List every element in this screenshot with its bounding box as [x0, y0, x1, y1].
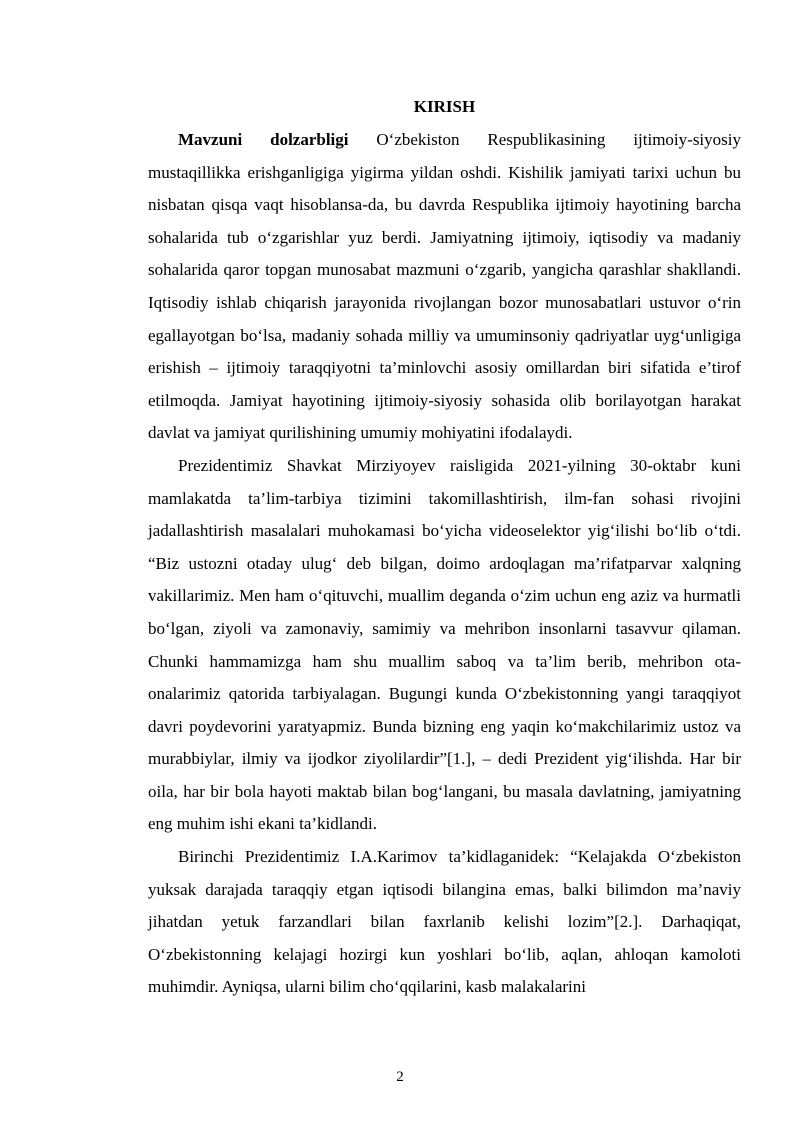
section-heading: KIRISH: [413, 97, 476, 116]
document-page: [148, 96, 741, 1004]
paragraph-text: Birinchi Prezidentimiz I.A.Karimov ta’kidlaganidek: “Kelajakda O‘zbekiston yuksak darajada taraqqiy etgan iqtisodi bilangina emas, balki bilimdon ma’naviy jihatdan yetuk farzandlari bilan faxrlanib kelishi lozim”[2.]. Darhaqiqat, O‘zbekistonning kelajagi hozirgi kun yoshlari bo‘lib, aqlan, ahloqan kamoloti muhimdir. Ayniqsa, ularni bilim cho‘qqilarini, kasb malakalarini: [148, 847, 741, 997]
paragraph-text: O‘zbekiston Respublikasining ijtimoiy-siyosiy mustaqillikka erishganligiga yigirma yildan oshdi. Kishilik jamiyati tarixi uchun bu nisbatan qisqa vaqt hisoblansa-da, bu davrda Respublika ijtimoiy hayotining barcha sohalarida tub o‘zgarishlar yuz berdi. Jamiyatning ijtimoiy, iqtisodiy va madaniy sohalarida qaror topgan munosabat mazmuni o‘zgarib, yangicha qarashlar shakllandi. Iqtisodiy ishlab chiqarish jarayonida rivojlangan bozor munosabatlari ustuvor o‘rin egallayotgan bo‘lsa, madaniy sohada milliy va umuminsoniy qadriyatlar uyg‘unligiga erishish – ijtimoiy taraqqiyotni ta’minlovchi asosiy omillardan biri sifatida e’tirof etilmoqda. Jamiyat hayotining ijtimoiy-siyosiy sohasida olib borilayotgan harakat davlat va jamiyat qurilishining umumiy mohiyatini ifodalaydi.: [148, 130, 741, 443]
paragraph-president-meeting: [148, 450, 741, 841]
paragraph-relevance: [148, 124, 741, 450]
paragraph-text: Prezidentimiz Shavkat Mirziyoyev raisligida 2021-yilning 30-oktabr kuni mamlakatda ta’lim-tarbiya tizimini takomillashtirish, ilm-fan sohasi rivojini jadallashtirish masalalari muhokamasi bo‘yicha videoselektor yig‘ilishi bo‘lib o‘tdi. “Biz ustozni otaday ulug‘ deb bilgan, doimo ardoqlagan ma’rifatparvar xalqning vakillarimiz. Men ham o‘qituvchi, muallim deganda o‘zim uchun eng aziz va hurmatli bo‘lgan, ziyoli va zamonaviy, samimiy va mehribon insonlarni tasavvur qilaman. Chunki hammamizga ham shu muallim saboq va ta’lim berib, mehribon ota-onalarimiz qatorida tarbiyalagan. Bugungi kunda O‘zbekistonning yangi taraqqiyot davri poydevorini yaratyapmiz. Bunda bizning eng yaqin ko‘makchilarimiz ustoz va murabbiylar, ilmiy va ijodkor ziyolilardir”[1.], – dedi Prezident yig‘ilishda. Har bir oila, har bir bola hayoti maktab bilan bog‘langani, bu masala davlatning, jamiyatning eng muhim ishi ekani ta’kidlandi.: [148, 455, 741, 834]
paragraph-first-president-quote: [148, 841, 741, 1004]
page-number: 2: [396, 1069, 404, 1085]
paragraph-lead: Mavzuni dolzarbligi: [178, 130, 349, 149]
